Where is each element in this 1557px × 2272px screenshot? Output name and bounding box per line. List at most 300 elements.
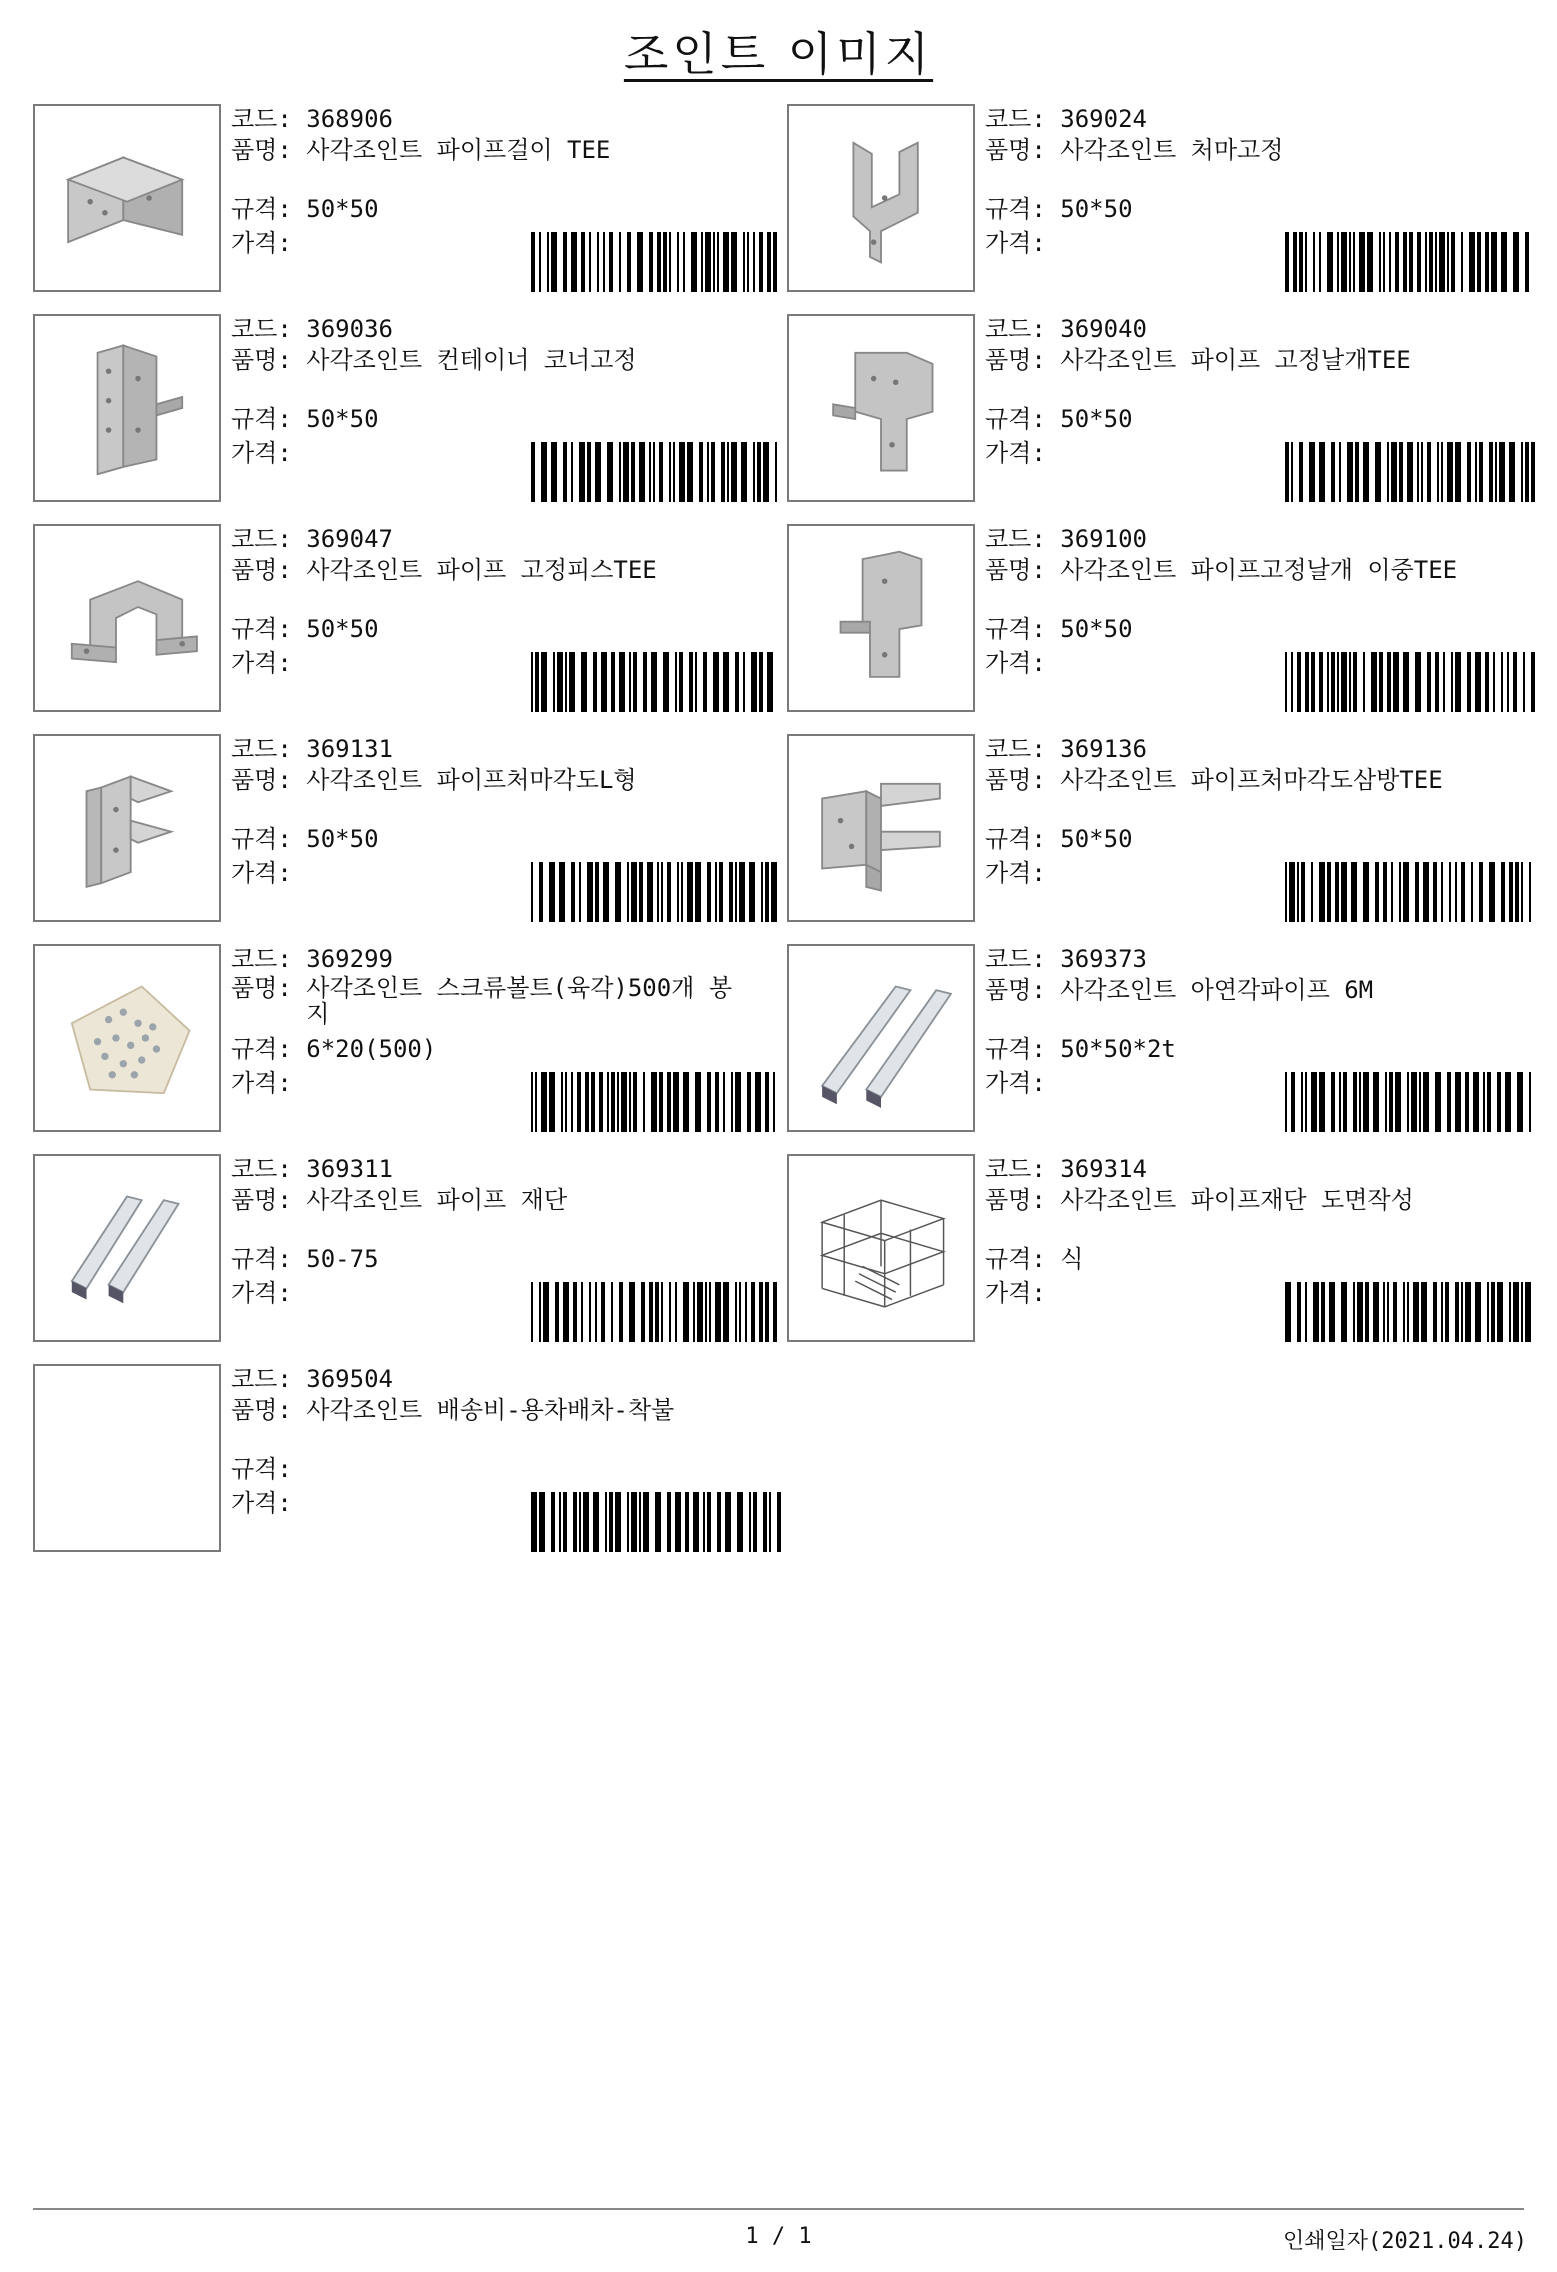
barcode-bar	[713, 652, 719, 712]
barcode-bar	[555, 1282, 559, 1342]
barcode-bar	[1391, 862, 1393, 922]
barcode-bar	[563, 1492, 567, 1552]
barcode-bar	[619, 652, 625, 712]
barcode-bar	[739, 862, 745, 922]
barcode-bar	[639, 442, 645, 502]
barcode-bar	[1379, 232, 1381, 292]
product-card	[33, 1364, 781, 1556]
barcode-bar	[717, 1492, 721, 1552]
product-spec: 50*50	[306, 615, 379, 643]
name-label: 품명:	[985, 766, 1046, 794]
product-name: 사각조인트 컨테이너 코너고정	[306, 346, 637, 374]
spec-label: 규격:	[231, 1035, 292, 1063]
barcode-bar	[735, 862, 737, 922]
barcode-bar	[1499, 442, 1505, 502]
barcode-bar	[595, 1282, 597, 1342]
barcode-bar	[669, 442, 671, 502]
barcode-bar	[723, 232, 729, 292]
code-label: 코드:	[985, 525, 1046, 553]
barcode-bar	[767, 652, 773, 712]
barcode-bar	[643, 1492, 649, 1552]
product-spec: 50-75	[306, 1245, 379, 1273]
barcode-bar	[1447, 442, 1453, 502]
barcode-bar	[611, 1282, 613, 1342]
barcode-bar	[1491, 1282, 1495, 1342]
barcode-bar	[1319, 442, 1325, 502]
product-code: 368906	[306, 105, 393, 133]
barcode-bar	[659, 1072, 663, 1132]
price-label: 가격:	[231, 859, 292, 887]
barcode-bar	[1525, 1282, 1531, 1342]
barcode-bar	[761, 862, 763, 922]
price-label: 가격:	[985, 859, 1046, 887]
barcode-bar	[749, 1492, 751, 1552]
price-label: 가격:	[985, 1279, 1046, 1307]
barcode-bar	[693, 1492, 699, 1552]
barcode-bar	[1425, 232, 1427, 292]
barcode-bar	[713, 232, 715, 292]
barcode-bar	[771, 862, 777, 922]
barcode-bar	[1485, 652, 1489, 712]
barcode	[1285, 1282, 1535, 1342]
barcode-bar	[743, 232, 745, 292]
spec-label: 규격:	[231, 195, 292, 223]
barcode-bar	[1475, 652, 1481, 712]
barcode-bar	[587, 442, 591, 502]
barcode-bar	[669, 1282, 671, 1342]
barcode-bar	[1319, 652, 1323, 712]
barcode-bar	[759, 1282, 763, 1342]
barcode-bar	[531, 862, 533, 922]
joint-piece-tee-icon	[35, 526, 219, 710]
barcode-bar	[723, 1282, 729, 1342]
barcode-bar	[659, 442, 663, 502]
barcode-bar	[1529, 1072, 1531, 1132]
barcode-bar	[757, 442, 761, 502]
barcode-bar	[1327, 232, 1333, 292]
barcode-bar	[1341, 652, 1347, 712]
barcode-bar	[1411, 1072, 1417, 1132]
barcode-bar	[1467, 652, 1471, 712]
barcode-bar	[677, 232, 679, 292]
barcode-bar	[661, 862, 663, 922]
barcode-bar	[1351, 862, 1357, 922]
barcode-bar	[747, 1072, 751, 1132]
barcode-bar	[561, 1072, 563, 1132]
barcode-bar	[1285, 1072, 1287, 1132]
spec-label: 규격:	[231, 1455, 292, 1483]
barcode-bar	[651, 1072, 657, 1132]
barcode-bar	[649, 442, 651, 502]
barcode-bar	[541, 1072, 547, 1132]
code-label: 코드:	[985, 735, 1046, 763]
barcode-bar	[581, 1282, 583, 1342]
barcode-bar	[743, 652, 745, 712]
barcode-bar	[1329, 1282, 1335, 1342]
spec-label: 규격:	[231, 1245, 292, 1273]
barcode-bar	[1319, 862, 1325, 922]
barcode-bar	[627, 1492, 629, 1552]
barcode-bar	[719, 862, 723, 922]
barcode-bar	[539, 862, 543, 922]
barcode-bar	[691, 232, 697, 292]
barcode-bar	[1407, 1282, 1409, 1342]
barcode-bar	[695, 652, 697, 712]
code-label: 코드:	[231, 945, 292, 973]
barcode-bar	[1467, 442, 1471, 502]
barcode-bar	[1497, 1282, 1503, 1342]
product-spec: 50*50	[1060, 825, 1133, 853]
barcode-bar	[755, 1072, 761, 1132]
barcode-bar	[1285, 442, 1289, 502]
barcode-bar	[735, 1072, 741, 1132]
barcode-bar	[579, 442, 585, 502]
barcode-bar	[1347, 442, 1353, 502]
spec-label: 규격:	[985, 405, 1046, 433]
barcode-bar	[765, 1072, 769, 1132]
barcode-bar	[689, 652, 693, 712]
square-pipe-icon	[789, 946, 973, 1130]
barcode-bar	[1403, 1282, 1405, 1342]
barcode-bar	[1475, 1282, 1481, 1342]
barcode-bar	[623, 442, 629, 502]
barcode-bar	[749, 862, 755, 922]
barcode-bar	[711, 442, 715, 502]
barcode-bar	[1297, 862, 1299, 922]
barcode-bar	[1375, 442, 1381, 502]
barcode-bar	[1379, 652, 1383, 712]
barcode-bar	[663, 232, 667, 292]
barcode	[1285, 652, 1535, 712]
barcode-bar	[1341, 862, 1347, 922]
barcode-bar	[1515, 862, 1519, 922]
product-spec: 50*50	[306, 405, 379, 433]
barcode-bar	[667, 862, 671, 922]
barcode-bar	[1399, 442, 1403, 502]
product-image	[33, 734, 221, 922]
barcode-bar	[615, 1492, 621, 1552]
barcode-bar	[629, 1282, 635, 1342]
barcode-bar	[1465, 1072, 1469, 1132]
barcode-bar	[695, 862, 701, 922]
barcode-bar	[633, 1072, 637, 1132]
barcode-bar	[1339, 1072, 1341, 1132]
barcode-bar	[773, 232, 777, 292]
product-card	[787, 944, 1535, 1136]
product-code: 369311	[306, 1155, 393, 1183]
barcode-bar	[1417, 232, 1421, 292]
product-image	[33, 944, 221, 1132]
barcode	[1285, 232, 1535, 292]
barcode-bar	[1331, 1072, 1335, 1132]
product-name: 사각조인트 처마고정	[1060, 136, 1284, 164]
code-label: 코드:	[231, 1365, 292, 1393]
product-spec: 6*20(500)	[306, 1035, 437, 1063]
spec-label: 규격:	[985, 615, 1046, 643]
barcode-bar	[1327, 652, 1329, 712]
barcode-bar	[773, 1282, 777, 1342]
product-card	[787, 524, 1535, 716]
product-name: 사각조인트 파이프재단 도면작성	[1060, 1186, 1414, 1214]
barcode-bar	[1487, 1282, 1489, 1342]
barcode-bar	[1479, 442, 1483, 502]
spec-label: 규격:	[231, 405, 292, 433]
product-code: 369373	[1060, 945, 1147, 973]
joint-double-tee-icon	[789, 526, 973, 710]
barcode-bar	[1501, 862, 1505, 922]
barcode-bar	[1451, 652, 1453, 712]
barcode-bar	[655, 1282, 659, 1342]
barcode	[531, 862, 781, 922]
barcode-bar	[1349, 232, 1351, 292]
barcode-bar	[1509, 442, 1515, 502]
barcode-bar	[1403, 862, 1409, 922]
barcode-bar	[573, 1282, 577, 1342]
joint-wing-tee-icon	[789, 316, 973, 500]
barcode-bar	[1297, 1282, 1301, 1342]
barcode-bar	[1389, 232, 1391, 292]
barcode-bar	[577, 1072, 581, 1132]
barcode-bar	[1427, 442, 1431, 502]
barcode-bar	[629, 652, 631, 712]
joint-angle-l-icon	[35, 736, 219, 920]
barcode-bar	[731, 232, 737, 292]
product-spec: 50*50	[1060, 615, 1133, 643]
barcode-bar	[589, 1282, 591, 1342]
barcode-bar	[1531, 442, 1535, 502]
product-name: 사각조인트 파이프처마각도삼방TEE	[1060, 766, 1443, 794]
screw-bag-icon	[35, 946, 219, 1130]
barcode-bar	[1445, 1282, 1449, 1342]
barcode-bar	[601, 1282, 605, 1342]
barcode-bar	[1447, 1072, 1451, 1132]
barcode-bar	[727, 442, 729, 502]
barcode-bar	[685, 1492, 689, 1552]
barcode-bar	[1471, 862, 1473, 922]
barcode-bar	[683, 1072, 689, 1132]
product-name: 사각조인트 스크류볼트(육각)500개 봉지	[306, 974, 733, 1028]
joint-angle-3way-icon	[789, 736, 973, 920]
structure-drawing-icon	[789, 1156, 973, 1340]
barcode	[531, 1282, 781, 1342]
barcode-bar	[1359, 232, 1365, 292]
barcode-bar	[1421, 442, 1423, 502]
barcode	[531, 652, 781, 712]
code-label: 코드:	[231, 735, 292, 763]
barcode-bar	[615, 862, 621, 922]
barcode-bar	[737, 1492, 743, 1552]
barcode-bar	[745, 1282, 747, 1342]
barcode-bar	[1439, 232, 1445, 292]
barcode-bar	[581, 652, 587, 712]
barcode-bar	[681, 862, 683, 922]
product-image	[33, 1364, 221, 1552]
code-label: 코드:	[231, 525, 292, 553]
product-card	[787, 734, 1535, 926]
price-label: 가격:	[985, 439, 1046, 467]
barcode-bar	[581, 232, 585, 292]
barcode-bar	[1403, 652, 1409, 712]
barcode-bar	[547, 232, 549, 292]
barcode-bar	[1299, 442, 1303, 502]
barcode-bar	[553, 652, 555, 712]
barcode-bar	[1319, 1072, 1325, 1132]
barcode-bar	[1407, 1072, 1409, 1132]
name-label: 품명:	[985, 976, 1046, 1004]
barcode-bar	[1393, 652, 1399, 712]
product-card	[33, 314, 781, 506]
barcode-bar	[1387, 1282, 1389, 1342]
product-card	[33, 734, 781, 926]
barcode-bar	[707, 1492, 711, 1552]
barcode-bar	[1419, 1072, 1421, 1132]
barcode-bar	[549, 862, 555, 922]
barcode-bar	[673, 1072, 679, 1132]
barcode-bar	[531, 1492, 537, 1552]
barcode-bar	[607, 1072, 609, 1132]
barcode-bar	[753, 232, 755, 292]
barcode	[1285, 862, 1535, 922]
barcode-bar	[1461, 232, 1463, 292]
barcode-bar	[595, 442, 601, 502]
product-card	[33, 524, 781, 716]
barcode-bar	[1363, 442, 1369, 502]
name-label: 품명:	[231, 1396, 292, 1424]
barcode-bar	[573, 1492, 577, 1552]
product-card	[787, 1154, 1535, 1346]
barcode-bar	[1349, 652, 1351, 712]
barcode-bar	[1319, 232, 1321, 292]
barcode-bar	[617, 1072, 619, 1132]
barcode-bar	[1403, 232, 1407, 292]
barcode-bar	[1387, 442, 1389, 502]
barcode-bar	[535, 652, 539, 712]
barcode-bar	[605, 1492, 607, 1552]
barcode-bar	[1423, 1072, 1429, 1132]
barcode-bar	[777, 1492, 781, 1552]
barcode-bar	[1297, 652, 1301, 712]
barcode-bar	[1491, 232, 1497, 292]
barcode-bar	[767, 232, 771, 292]
barcode-bar	[1387, 652, 1391, 712]
product-code: 369024	[1060, 105, 1147, 133]
barcode-bar	[1337, 652, 1339, 712]
code-label: 코드:	[231, 315, 292, 343]
barcode-bar	[1305, 1282, 1307, 1342]
barcode-bar	[725, 1492, 731, 1552]
product-spec: 50*50*2t	[1060, 1035, 1176, 1063]
barcode-bar	[1395, 1072, 1401, 1132]
barcode-bar	[1353, 232, 1355, 292]
name-label: 품명:	[231, 136, 292, 164]
barcode-bar	[683, 232, 685, 292]
name-label: 품명:	[985, 1186, 1046, 1214]
barcode-bar	[679, 652, 683, 712]
barcode-bar	[543, 1282, 549, 1342]
barcode-bar	[675, 1282, 677, 1342]
barcode-bar	[1485, 232, 1489, 292]
product-spec: 식	[1060, 1245, 1084, 1273]
barcode-bar	[579, 862, 581, 922]
barcode-bar	[1291, 652, 1293, 712]
barcode-bar	[1367, 232, 1373, 292]
barcode-bar	[667, 1072, 671, 1132]
product-code: 369131	[306, 735, 393, 763]
barcode-bar	[1415, 862, 1419, 922]
barcode-bar	[715, 1072, 719, 1132]
product-spec: 50*50	[1060, 405, 1133, 433]
barcode-bar	[1507, 652, 1509, 712]
barcode-bar	[1437, 442, 1439, 502]
spec-label: 규격:	[231, 615, 292, 643]
barcode-bar	[1443, 652, 1445, 712]
barcode-bar	[775, 442, 777, 502]
barcode-bar	[687, 862, 693, 922]
barcode-bar	[599, 1072, 603, 1132]
barcode-bar	[563, 1282, 569, 1342]
barcode-bar	[679, 442, 685, 502]
barcode-bar	[559, 862, 565, 922]
product-image	[787, 1154, 975, 1342]
barcode-bar	[1311, 652, 1315, 712]
barcode-bar	[1461, 862, 1465, 922]
barcode-bar	[1455, 1282, 1459, 1342]
barcode-bar	[1449, 862, 1451, 922]
barcode-bar	[1483, 1072, 1485, 1132]
barcode-bar	[1311, 1072, 1317, 1132]
barcode-bar	[1285, 1282, 1291, 1342]
barcode-bar	[549, 1072, 555, 1132]
barcode-bar	[721, 442, 725, 502]
barcode-bar	[1523, 652, 1525, 712]
barcode-bar	[1393, 1282, 1397, 1342]
barcode-bar	[1479, 862, 1483, 922]
barcode-bar	[695, 1072, 701, 1132]
barcode-bar	[765, 862, 769, 922]
barcode-bar	[1389, 1072, 1393, 1132]
barcode-bar	[559, 1492, 561, 1552]
barcode-bar	[1355, 442, 1359, 502]
barcode-bar	[717, 232, 719, 292]
barcode-bar	[1435, 1072, 1441, 1132]
product-name: 사각조인트 파이프 고정날개TEE	[1060, 346, 1411, 374]
barcode-bar	[1285, 232, 1289, 292]
barcode-bar	[1473, 1072, 1479, 1132]
barcode-bar	[1341, 232, 1347, 292]
barcode-bar	[687, 442, 693, 502]
barcode-bar	[1531, 652, 1535, 712]
barcode-bar	[1289, 862, 1295, 922]
barcode-bar	[1341, 1282, 1347, 1342]
barcode-bar	[1429, 232, 1433, 292]
product-code: 369047	[306, 525, 393, 553]
barcode-bar	[1525, 232, 1529, 292]
barcode-bar	[1305, 232, 1307, 292]
barcode-bar	[657, 232, 661, 292]
barcode-bar	[773, 1072, 775, 1132]
name-label: 품명:	[985, 556, 1046, 584]
product-image	[787, 734, 975, 922]
product-spec: 50*50	[1060, 195, 1133, 223]
barcode-bar	[669, 232, 671, 292]
barcode-bar	[1335, 862, 1339, 922]
barcode-bar	[1475, 442, 1477, 502]
barcode-bar	[597, 232, 599, 292]
barcode-bar	[1309, 442, 1315, 502]
barcode-bar	[759, 652, 763, 712]
barcode-bar	[747, 232, 749, 292]
barcode-bar	[535, 1072, 537, 1132]
